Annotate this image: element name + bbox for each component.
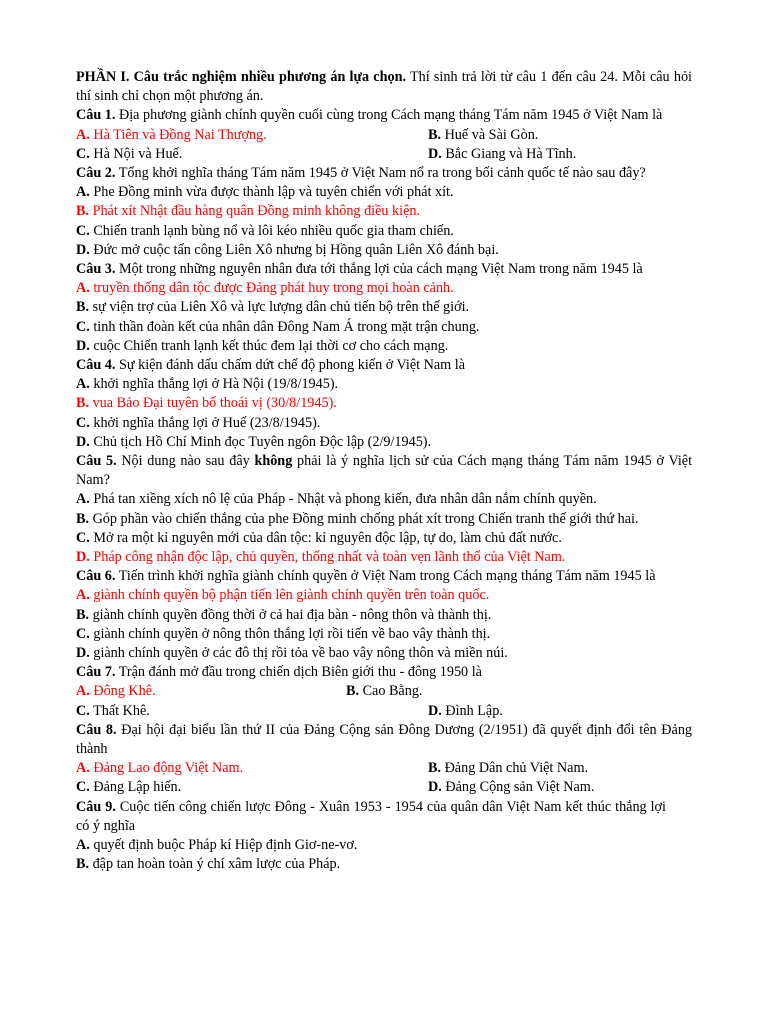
question-number: Câu 5. (76, 453, 117, 470)
option-c: C. Hà Nội và Huế. (76, 145, 183, 162)
question-number: Câu 3. (76, 261, 116, 277)
question-text: Tiến trình khởi nghĩa giành chính quyền ở Việt Nam trong Cách mạng tháng Tám năm 1945 là (118, 568, 656, 585)
option-c: C. Đảng Lập hiến. (76, 779, 182, 796)
question-8-options-row-2 (76, 778, 692, 797)
option-a: A. Hà Tiên và Đồng Nai Thượng. (76, 126, 267, 143)
option-d: D. Đảng Cộng sản Việt Nam. (428, 779, 595, 796)
option-c: C. tinh thần đoàn kết của nhân dân Đông Nam Á trong mặt trận chung. (76, 318, 480, 335)
question-text: Nội dung nào sau đây (121, 453, 250, 470)
question-emphasis: không (254, 453, 293, 470)
question-7-options-row-2 (76, 702, 692, 721)
question-4-stem (76, 356, 692, 375)
question-5-stem (76, 452, 692, 490)
question-text: Cuộc tiến công chiến lược Đông - Xuân 1953 - 1954 của quân dân Việt Nam kết thúc thắng lợi có ý nghĩa (76, 798, 666, 834)
option-b: B. sự viện trợ của Liên Xô và lực lượng dân chủ tiến bộ trên thế giới. (76, 299, 470, 316)
question-number: Câu 4. (76, 357, 116, 374)
question-7-options-row-1 (76, 682, 692, 701)
option-a: A. quyết định buộc Pháp kí Hiệp định Giơ-ne-vơ. (76, 837, 358, 854)
option-b: B. Phát xít Nhật đầu hàng quân Đồng minh không điều kiện. (76, 203, 421, 220)
option-d: D. giành chính quyền ở các đô thị rồi tỏa về bao vây nông thôn và miền núi. (76, 645, 508, 662)
question-number: Câu 1. (76, 107, 116, 124)
option-a: A. Đảng Lao động Việt Nam. (76, 760, 244, 777)
question-3-stem (76, 260, 692, 279)
question-7-stem (76, 663, 692, 682)
option-d: D. Đình Lập. (428, 702, 503, 719)
part-title: PHẦN I. Câu trắc nghiệm nhiều phương án lựa chọn. (76, 69, 407, 85)
option-b: B. vua Bảo Đại tuyên bố thoái vị (30/8/1945). (76, 395, 337, 412)
question-text: Đại hội đại biểu lần thứ II của Đảng Cộng sản Đông Dương (2/1951) đã quyết định đổi tên Đảng thành (76, 721, 693, 758)
option-c: C. Mở ra một kỉ nguyên mới của dân tộc: kỉ nguyên độc lập, tự do, làm chủ đất nước. (76, 529, 562, 546)
option-d: D. Đức mở cuộc tấn công Liên Xô nhưng bị Hồng quân Liên Xô đánh bại. (76, 241, 499, 258)
option-a: A. giành chính quyền bộ phận tiến lên giành chính quyền trên toàn quốc. (76, 587, 490, 604)
question-number: Câu 6. (76, 568, 116, 585)
option-a: A. Đông Khê. (76, 683, 156, 700)
exam-page (76, 68, 692, 874)
question-number: Câu 2. (76, 164, 116, 181)
part-instruction: Thí sinh trả lời từ câu 1 đến câu 24. Mỗi câu hỏi thí sinh chỉ chọn một phương án. (76, 69, 692, 105)
option-b: B. đập tan hoàn toàn ý chí xâm lược của Pháp. (76, 856, 341, 873)
part-heading (76, 68, 692, 106)
option-a: A. khởi nghĩa thắng lợi ở Hà Nội (19/8/1945). (76, 376, 339, 393)
option-b: B. Cao Bằng. (346, 683, 423, 700)
question-text: Tổng khởi nghĩa tháng Tám năm 1945 ở Việt Nam nổ ra trong bối cảnh quốc tế nào sau đây? (118, 164, 646, 181)
question-1-stem (76, 106, 692, 125)
question-number: Câu 9. (76, 798, 116, 815)
option-a: A. Phá tan xiềng xích nô lệ của Pháp - Nhật và phong kiến, đưa nhân dân nắm chính quyền. (76, 491, 597, 508)
question-8-options-row-1 (76, 759, 692, 778)
option-b: B. Huế và Sài Gòn. (428, 126, 539, 143)
option-c: C. giành chính quyền ở nông thôn thắng lợi rồi tiến về bao vây thành thị. (76, 625, 491, 642)
option-c: C. Chiến tranh lạnh bùng nổ và lôi kéo nhiều quốc gia tham chiến. (76, 222, 454, 239)
option-d: D. Bắc Giang và Hà Tĩnh. (428, 145, 577, 162)
option-b: B. Đảng Dân chủ Việt Nam. (428, 760, 589, 777)
question-text: Địa phương giành chính quyền cuối cùng trong Cách mạng tháng Tám năm 1945 ở Việt Nam là (118, 107, 663, 124)
option-b: B. Góp phần vào chiến thắng của phe Đồng minh chống phát xít trong Chiến tranh thế giới thứ hai. (76, 510, 639, 527)
option-a: A. truyền thống dân tộc được Đảng phát huy trong mọi hoàn cảnh. (76, 280, 454, 297)
question-text: Một trong những nguyên nhân đưa tới thắng lợi của cách mạng Việt Nam trong năm 1945 là (118, 261, 643, 277)
question-text: Sự kiện đánh dấu chấm dứt chế độ phong kiến ở Việt Nam là (118, 357, 466, 374)
option-d: D. Chủ tịch Hồ Chí Minh đọc Tuyên ngôn Độc lập (2/9/1945). (76, 433, 432, 450)
question-2-stem (76, 164, 692, 183)
question-number: Câu 7. (76, 664, 116, 681)
question-6-stem (76, 567, 692, 586)
question-number: Câu 8. (76, 721, 117, 738)
question-9-stem (76, 798, 666, 836)
option-c: C. khởi nghĩa thắng lợi ở Huế (23/8/1945). (76, 414, 321, 431)
question-1-options-row-2 (76, 145, 692, 164)
question-8-stem (76, 721, 692, 759)
option-d: D. Pháp công nhận độc lập, chủ quyền, thống nhất và toàn vẹn lãnh thổ của Việt Nam. (76, 549, 566, 566)
question-text: Trận đánh mở đầu trong chiến dịch Biên giới thu - đông 1950 là (118, 664, 482, 681)
question-1-options-row-1 (76, 126, 692, 145)
option-d: D. cuộc Chiến tranh lạnh kết thúc đem lại thời cơ cho cách mạng. (76, 337, 449, 354)
question-text: phải là ý nghĩa lịch sử của Cách mạng tháng Tám năm 1945 ở Việt Nam? (76, 453, 693, 489)
option-c: C. Thất Khê. (76, 702, 150, 719)
option-b: B. giành chính quyền đồng thời ở cả hai địa bàn - nông thôn và thành thị. (76, 606, 492, 623)
option-a: A. Phe Đồng minh vừa được thành lập và tuyên chiến với phát xít. (76, 184, 454, 201)
